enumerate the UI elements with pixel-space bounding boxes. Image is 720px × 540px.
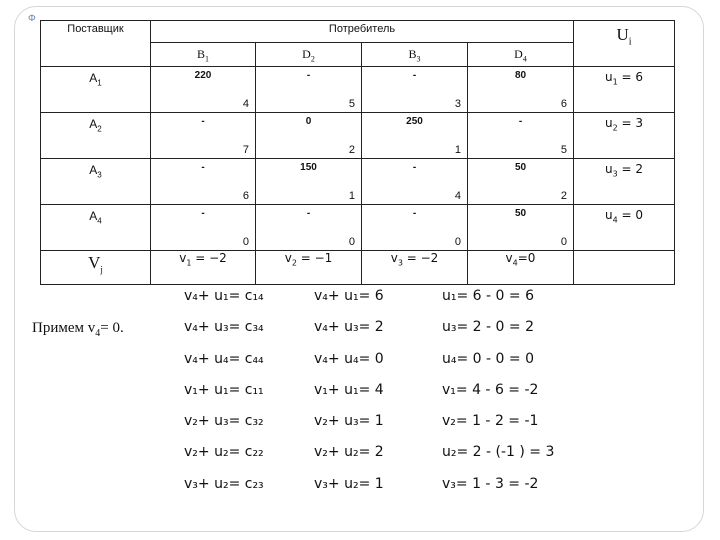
supplier-header-cell (41, 21, 151, 67)
table-cell: - 0 (151, 205, 256, 251)
table-cell: - 5 (468, 113, 574, 159)
u-value-3: $u_3 = 2$ (574, 159, 675, 205)
v-value-3: $v_3 = -2$ (362, 251, 468, 285)
consumer-header-cell (151, 21, 574, 43)
u-value-4: $u_4 = 0$ (574, 205, 675, 251)
table-cell: 150 1 (256, 159, 362, 205)
table-cell: 50 2 (468, 159, 574, 205)
consumer-b1: $B_1$ (151, 43, 256, 67)
supplier-a2: $A_2$ (41, 113, 151, 159)
supplier-header: Поставщик (67, 23, 124, 35)
page-mark: Ф (28, 14, 36, 24)
table-cell: - 7 (151, 113, 256, 159)
u-value-1: $u_1 = 6$ (574, 67, 675, 113)
consumer-b3: $B_3$ (362, 43, 468, 67)
consumer-d4: $D_4$ (468, 43, 574, 67)
consumer-d2: $D_2$ (256, 43, 362, 67)
table-cell: - 4 (362, 159, 468, 205)
table-cell: - 5 (256, 67, 362, 113)
table-cell: 220 4 (151, 67, 256, 113)
table-cell: 50 0 (468, 205, 574, 251)
table-cell: 80 6 (468, 67, 574, 113)
u-header: $U_i$ (616, 25, 632, 48)
supplier-a1: $A_1$ (41, 67, 151, 113)
v-empty-cell (574, 251, 675, 285)
supplier-a4: $A_4$ (41, 205, 151, 251)
table-cell: - 0 (256, 205, 362, 251)
consumer-header: Потребитель (328, 23, 396, 35)
v-value-4: $v_4=0$ (468, 251, 574, 285)
table-cell: - 3 (362, 67, 468, 113)
supplier-a3: $A_3$ (41, 159, 151, 205)
v-value-2: $v_2 = -1$ (256, 251, 362, 285)
table-cell: - 6 (151, 159, 256, 205)
table-cell: - 0 (362, 205, 468, 251)
v-value-1: $v_1 = -2$ (151, 251, 256, 285)
v-header-cell (41, 251, 151, 285)
u-header-cell (574, 21, 675, 67)
assumption-text: Примем $v_4= 0$. (32, 320, 124, 339)
v-header: $V_j$ (88, 253, 103, 275)
u-value-2: $u_2 = 3$ (574, 113, 675, 159)
transport-table (40, 20, 675, 285)
table-cell: 250 1 (362, 113, 468, 159)
table-cell: 0 2 (256, 113, 362, 159)
